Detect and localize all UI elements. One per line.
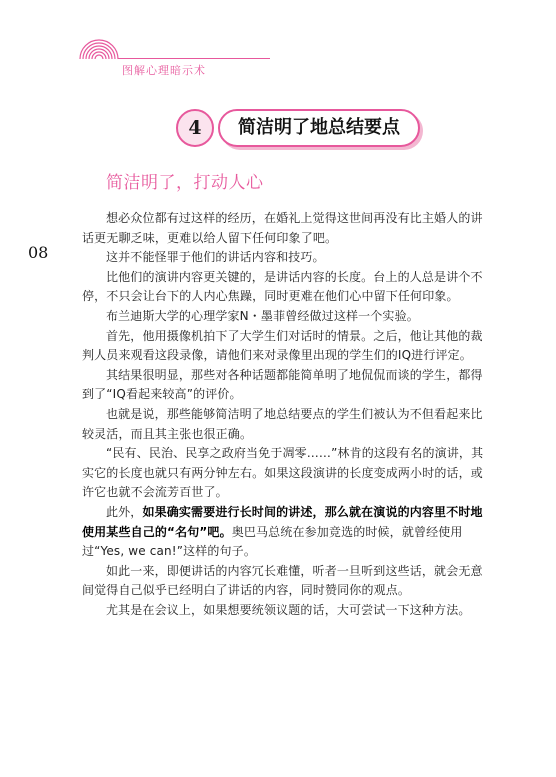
paragraph-text: 这并不能怪罪于他们的讲话内容和技巧。 bbox=[106, 250, 325, 265]
subheading: 简洁明了，打动人心 bbox=[106, 173, 264, 193]
paragraph-text: 其结果很明显，那些对各种话题都能简单明了地侃侃而谈的学生，都得到了“IQ看起来较高”的评价。 bbox=[82, 367, 483, 402]
paragraph-text: “民有、民治、民享之政府当免于凋零……”林肯的这段有名的演讲，其实它的长度也就只有两分钟左右。如果这段演讲的长度变成两小时的话，或许它也就不会流芳百世了。 bbox=[82, 446, 484, 500]
paragraph bbox=[82, 601, 488, 621]
paragraph bbox=[82, 327, 488, 366]
paragraph-text: 如此一来，即便讲话的内容冗长难懂，听者一旦听到这些话，就会无意间觉得自己似乎已经明白了讲话的内容，同时赞同你的观点。 bbox=[82, 563, 483, 598]
emphasized-text: 如果确实需要进行长时间的讲述，那么就在演说的内容里不时地使用某些自己的“名句”吧。 bbox=[82, 504, 483, 539]
header-divider bbox=[118, 58, 270, 59]
paragraph-text: 也就是说，那些能够简洁明了地总结要点的学生们被认为不但看起来比较灵活，而且其主张也很正确。 bbox=[82, 406, 483, 441]
paragraph-text: 想必众位都有过这样的经历，在婚礼上觉得这世间再没有比主婚人的讲话更无聊乏味，更难以给人留下任何印象了吧。 bbox=[82, 211, 483, 245]
paragraph bbox=[82, 248, 488, 268]
paragraph-text: 布兰迪斯大学的心理学家N・墨菲曾经做过这样一个实验。 bbox=[106, 308, 419, 323]
paragraph-text: 尤其是在会议上，如果想要统领议题的话，大可尝试一下这种方法。 bbox=[106, 602, 471, 617]
paragraph bbox=[82, 209, 488, 248]
concentric-arcs-icon bbox=[79, 38, 119, 59]
book-title: 图解心理暗示术 bbox=[122, 64, 206, 77]
paragraph-text: 奥巴马总统在参加竞选的时候，就曾经使用过“Yes, we can!”这样的句子。 bbox=[82, 524, 463, 559]
section-title-block bbox=[176, 109, 424, 149]
paragraph bbox=[82, 268, 488, 307]
paragraph-text: 首先，他用摄像机拍下了大学生们对话时的情景。之后，他让其他的裁判人员来观看这段录像，请他们来对录像里出现的学生们的IQ进行评定。 bbox=[82, 328, 483, 363]
paragraph bbox=[82, 405, 488, 444]
paragraph bbox=[82, 444, 488, 503]
paragraph-text: 此外， bbox=[106, 504, 143, 519]
paragraph bbox=[82, 366, 488, 405]
paragraph bbox=[82, 307, 488, 327]
paragraph bbox=[82, 562, 488, 601]
section-title: 简洁明了地总结要点 bbox=[218, 109, 420, 147]
paragraph-text: 比他们的演讲内容更关键的，是讲话内容的长度。台上的人总是讲个不停，不只会让台下的人内心焦躁，同时更难在他们心中留下任何印象。 bbox=[82, 269, 483, 304]
body-text bbox=[82, 209, 488, 620]
section-number-badge: 4 bbox=[176, 109, 214, 147]
paragraph bbox=[82, 503, 488, 562]
page-number: 08 bbox=[28, 243, 49, 262]
